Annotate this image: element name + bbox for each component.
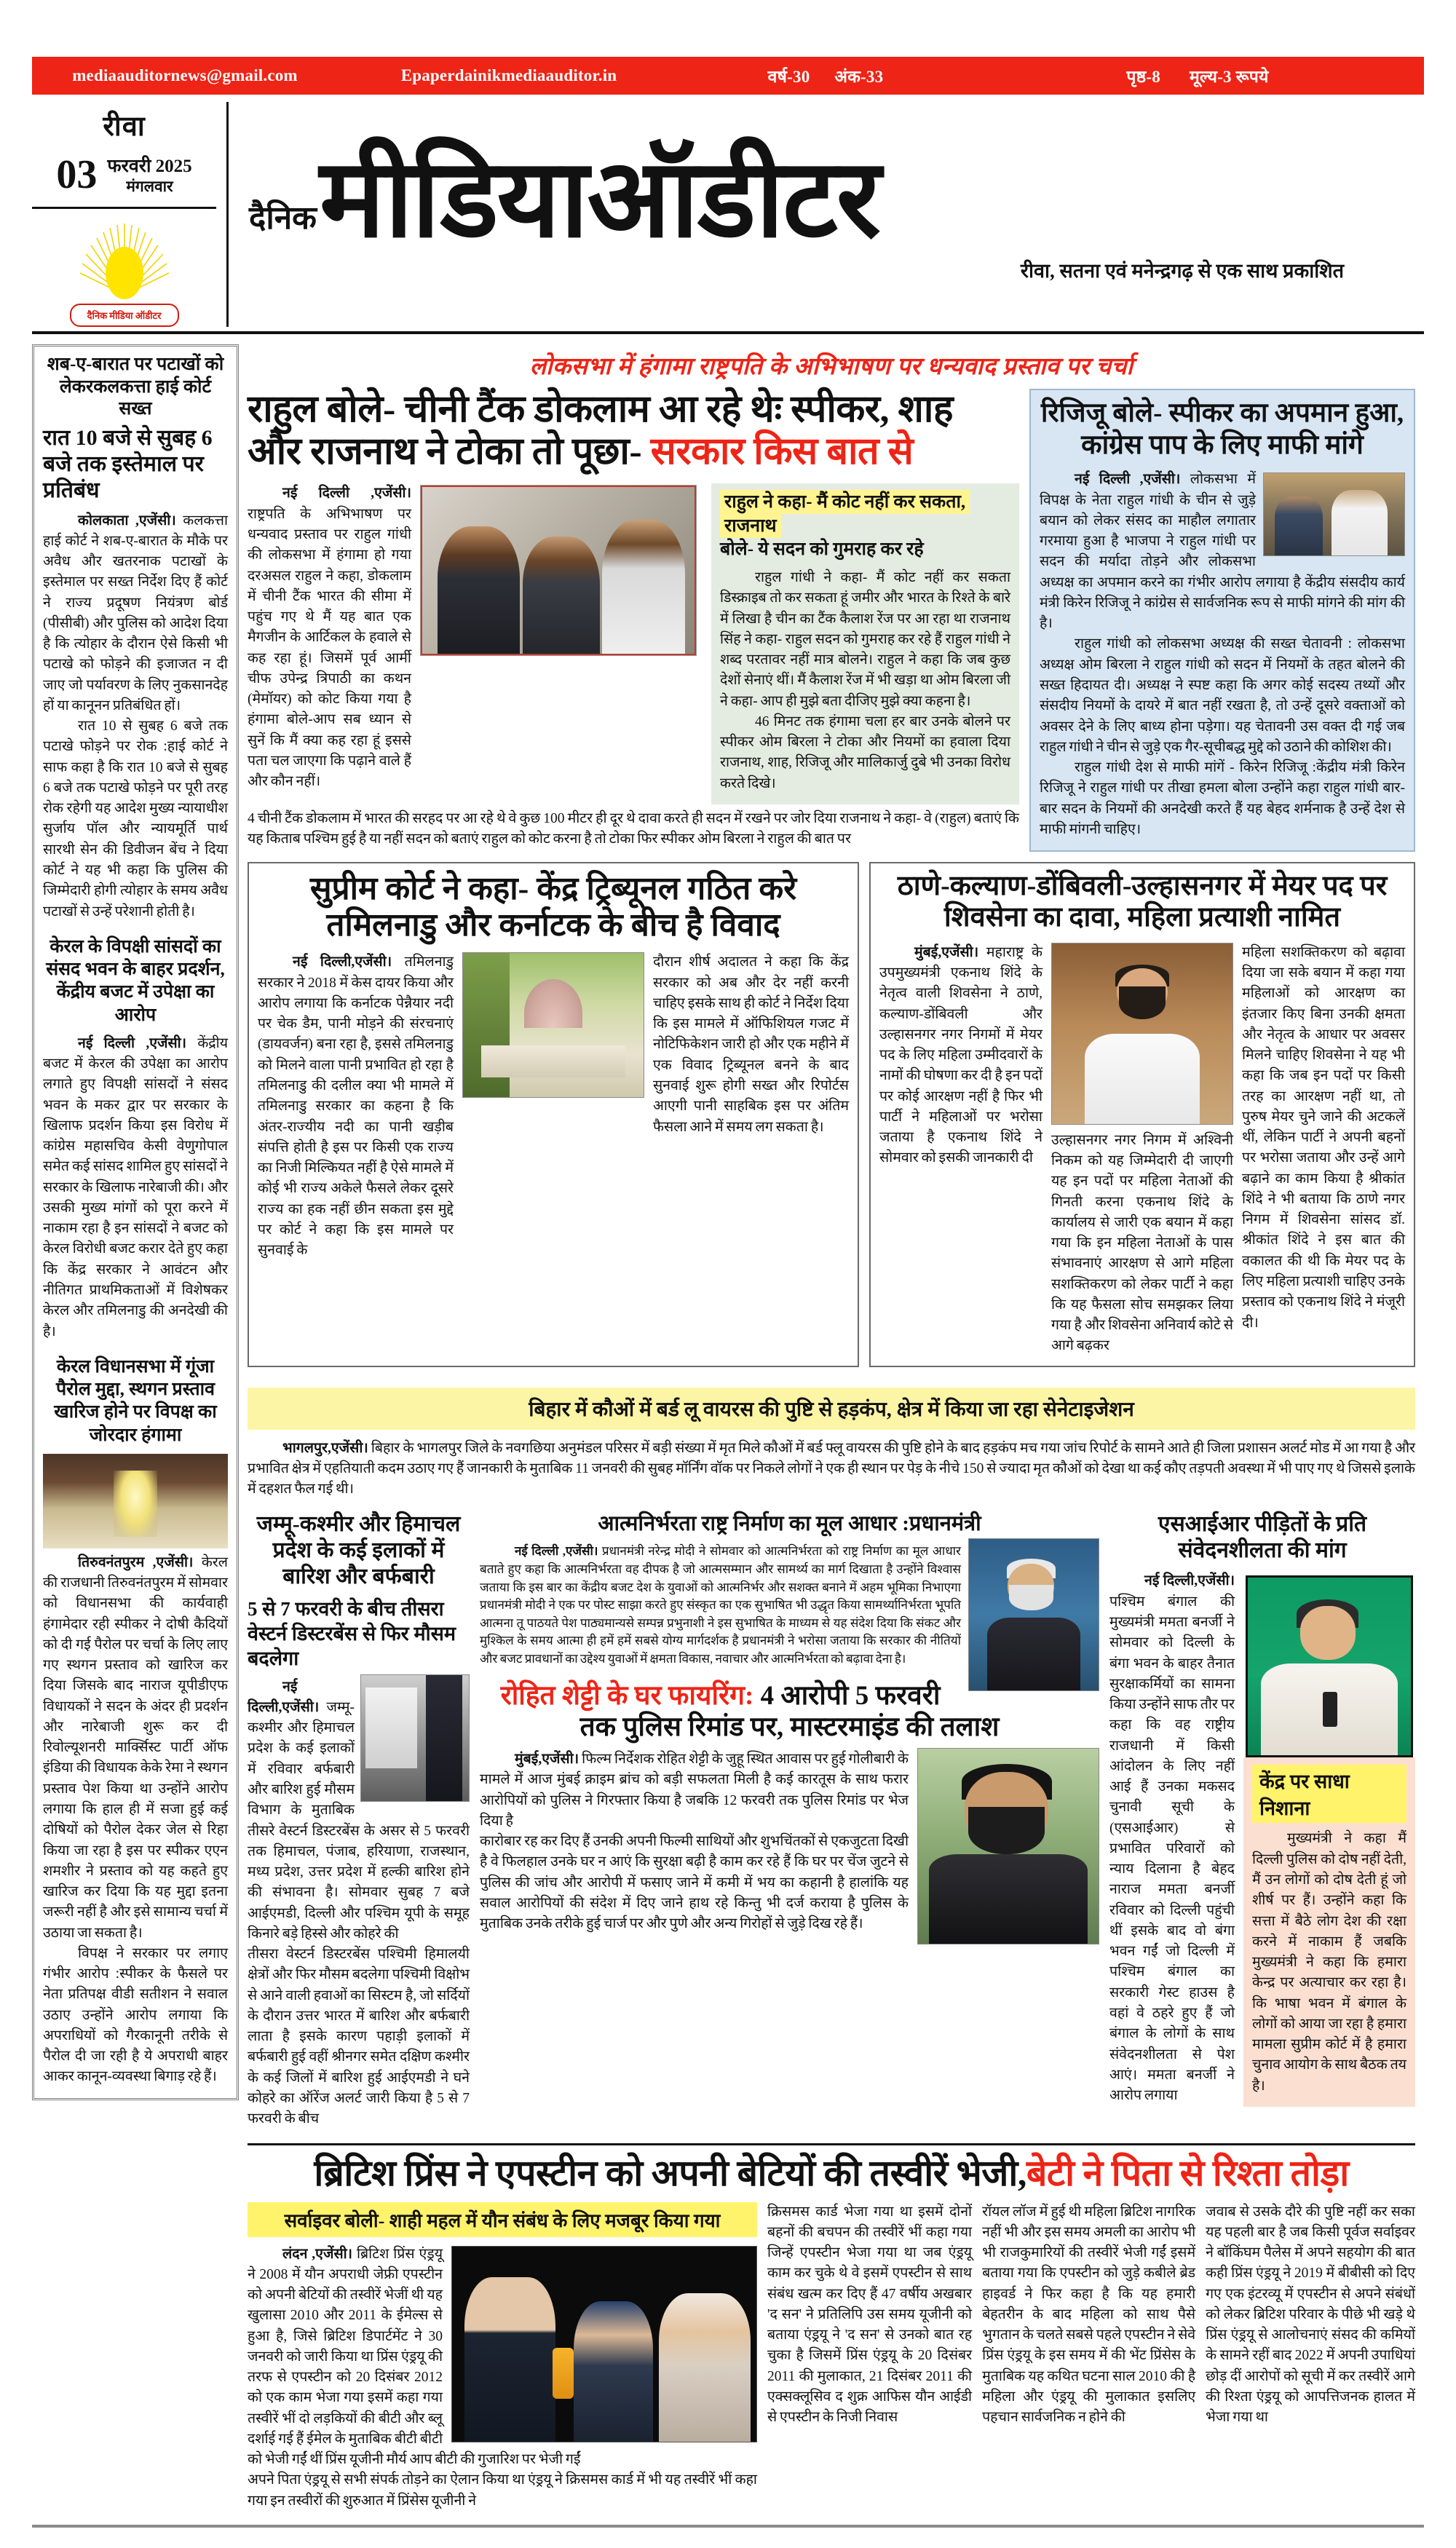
top-story-left — [248, 389, 1019, 852]
modi-photo — [968, 1538, 1099, 1691]
mamata-banerjee-photo — [1246, 1575, 1413, 1757]
story-paragraph: केरल की राजधानी तिरुवनंतपुरम में सोमवार को विधानसभा की कार्यवाही हंगामेदार रही स्पीकर ने दोषी कैदियों को दी गई पैरोल पर चर्चा के लिए लाए गए स्थगन प्रस्ताव को खारिज कर दिया जिसके बाद नाराज यूपीडीएफ विधायकों ने सदन के अंदर ही प्रदर्शन और नारेबाजी शुरू कर दी रिवोल्यूशनरी मार्क्सिस्ट पार्टी ऑफ इंडिया की विधायक केके रेमा ने स्थगन प्रस्ताव पेश किया था उन्होंने आरोप लगाया कि हाल ही में सजा हुई कई दोषियों को पैरोल देकर जेल से रिहा किया जा रहा है इस पर स्पीकर एएन शमशीर ने प्रस्ताव को यह कहते हुए खारिज कर दिया कि यह मुद्दा इतना जरूरी नहीं है और इसे सामान्य चर्चा में उठाया जा सकता है। — [43, 1554, 228, 1941]
sir-subbox — [1243, 1757, 1415, 2106]
newspaper-page — [0, 57, 1456, 2548]
story-paragraph: राहुल गांधी को लोकसभा अध्यक्ष की सख्त चेतावनी : लोकसभा अध्यक्ष ओम बिरला ने राहुल गांधी को सदन में नियमों के तहत बोलने की सख्त हिदायत दी। अध्यक्ष ने स्पष्ट कहा कि अगर कोई सदस्य तथ्यों और संसदीय नियमों के दायरे में बात नहीं रखता है, तो उन्हें दूसरे वक्ताओं को अवसर देने के लिए बाध्य होना पड़ेगा। यह चेतावनी उस वक्त दी गई जब राहुल गांधी ने चीन से जुड़े एक गैर-सूचीबद्ध मुद्दे को उठाने की कोशिश की। — [1040, 636, 1405, 755]
story-paragraph: 46 मिनट तक हंगामा चला हर बार उनके बोलने पर स्पीकर ओम बिरला ने टोका और नियमों का हवाला दिया राजनाथ, शाह, रिजिजू और मालिकार्जु दुबे भी उनका विरोध करते दिखे। — [720, 713, 1010, 791]
story-headline[interactable] — [248, 2153, 1415, 2193]
story-paragraph: बिहार के भागलपुर जिले के नवगछिया अनुमंडल परिसर में बड़ी संख्या में मृत मिले कौओं में बर्ड फ्लू वायरस की पुष्टि होने के बाद हड़कंप मच गया जांच रिपोर्ट के सामने आते ही जिला प्रशासन अलर्ट मोड में आ गया है और प्रभावित क्षेत्र में एहतियाती कदम उठाए गए हैं जानकारी के मुताबिक 11 जनवरी की सुबह मॉर्निंग वॉक पर निकले लोगों ने एक ही स्थान पर पेड़ के नीचे 150 से ज्यादा मृत कौओं को देखा था कई कौए तड़पती अवस्था में भी पाए गए थे जिससे इलाके में दहशत फैल गई थी। — [248, 1440, 1415, 1497]
cover-price: मूल्य-3 रूपये — [1189, 68, 1269, 86]
left-rail-column — [32, 344, 239, 2512]
british-extra-cols — [767, 2202, 1415, 2512]
dateline: नई दिल्ली ,एजेंसी। — [1075, 472, 1181, 488]
top-info-bar — [32, 57, 1424, 95]
story-kerala-assembly — [43, 1356, 228, 2088]
quote-panel-headline — [720, 491, 1010, 562]
modi-rohit-column — [480, 1511, 1099, 2129]
dateline: लंदन ,एजेंसी। — [282, 2246, 353, 2262]
story-subhead: रात 10 बजे से सुबह 6 बजे तक इस्तेमाल पर प्रतिबंध — [43, 425, 213, 502]
dateline: नई दिल्ली,एजेंसी। — [1144, 1573, 1235, 1589]
story-paragraph: रात 10 से सुबह 6 बजे तक पटाखे फोड़ने पर रोक :हाई कोर्ट ने साफ कहा है कि रात 10 बजे से सुबह 6 बजे तक पटाखे फोड़ने पर पूरी तरह रोक रहेगी यह आदेश मुख्य न्यायाधीश सुर्जाय पॉल और न्यायमूर्ति पार्थ सारथी सेन की डिवीजन बेंच ने दिया कोर्ट ने यह भी कहा कि पुलिस की जिम्मेदारी होगी त्योहार के समय अवैध पटाखों से उन्हें परेशानी होती है। — [43, 719, 228, 919]
story-paragraph: तीसरा वेस्टर्न डिस्टरबेंस पश्चिमी हिमालयी क्षेत्रों और फिर मौसम बदलेगा पश्चिमी विक्षोभ से आने वाली हवाओं का सिस्टम है, जो सर्दियों के दौरान उत्तर भारत में बारिश और बर्फबारी लाता है इसके कारण पहाड़ी इलाकों में बर्फबारी हुई वहीं श्रीनगर समेत दक्षिण कश्मीर के कई जिलों में बारिश हुई आईएमडी ने घने कोहरे का ऑरेंज अलर्ट जारी किया है 5 से 7 फरवरी के बीच — [248, 1947, 470, 2127]
page-count: पृष्ठ-8 — [1126, 68, 1160, 86]
dateline: नई दिल्ली ,एजेंसी। — [78, 1035, 187, 1051]
story-headline[interactable]: केरल के विपक्षी सांसदों का संसद भवन के बाहर प्रदर्शन, केंद्रीय बजट में उपेक्षा का आरोप — [46, 936, 225, 1025]
story-paragraph: रॉयल लॉज में हुई थी महिला ब्रिटिश नागरिक नहीं भी और इस समय अमली का आरोप भी भी राजकुमारियों की तस्वीरें भेजी गईं इसमें बताया गया कि एपस्टीन को जुड़े कबीले ब्रेड हाइवर्ड ने फिर कहा है कि यह हमारी बेहतरीन के बाद महिला को साथ पैसे भुगतान के चलते सबसे पहले एपस्टीन ने सेवे प्रिंस एंड्रयू के इस समय में की भेंट प्रिंसेस के मुताबिक यह कथित घटना साल 2010 की है महिला और एंड्रयू की मुलाकात इसलिए पहचान सार्वजनिक न होने की — [982, 2204, 1196, 2426]
story-calcutta-hc — [43, 354, 228, 922]
date-month-year: फरवरी 2025 — [107, 157, 192, 177]
dateline: मुंबई,एजेंसी। — [914, 944, 979, 960]
masthead — [32, 95, 1424, 327]
sun-icon — [77, 222, 172, 302]
epaper-website[interactable]: Epaperdainikmediaauditor.in — [400, 66, 617, 84]
price-info — [971, 64, 1424, 87]
story-headline[interactable]: आत्मनिर्भरता राष्ट्र निर्माण का मूल आधार :प्रधानमंत्री — [598, 1512, 981, 1536]
story-paragraph: राष्ट्रपति के अभिभाषण पर धन्यवाद प्रस्ताव पर राहुल गांधी की लोकसभा में हंगामा हो गया दरअसल राहुल ने कहा, डोकलाम में चीनी टैंक भारत की सीमा में पहुंच गए थे मैं यह बात एक मैगजीन के आर्टिकल के हवाले से कह रहा हूं। जिसमें पूर्व आर्मी चीफ उपेन्द्र त्रिपाठी का कथन (मेमॉयर) को कोट किया गया है हंगामा बोले-आप सब ध्यान से सुनें कि मैं क्या कह रहा हूं इससे पता चल जाएगा कि पढ़ाने वाले हैं और कौन नहीं। — [248, 506, 411, 790]
story-paragraph: अपने पिता एंड्रयू से सभी संपर्क तोड़ने का ऐलान किया था एंड्रयू ने क्रिसमस कार्ड में भी यह तस्वीरें भीं कहा गया इन तस्वीरों की शुरुआत में प्रिंसेस यूजीनी ने — [248, 2472, 757, 2509]
crow-row — [248, 1377, 1415, 1500]
dateline: मुंबई,एजेंसी। — [515, 1752, 579, 1768]
dateline: नई दिल्ली ,एजेंसी। — [282, 486, 411, 502]
headline-black-part: ब्रिटिश प्रिंस ने एपस्टीन को अपनी बेटियों की तस्वीरें भेजी, — [314, 2152, 1026, 2193]
top-story-block — [248, 389, 1415, 852]
masthead-rule — [32, 331, 1424, 334]
story-paragraph: फिल्म निर्देशक रोहित शेट्टी के जुहू स्थित आवास पर हुई गोलीबारी के मामले में आज मुंबई क्राइम ब्रांच को बड़ी सफलता मिली है कई कारतूस के साथ फरार आरोपियों को पुलिस ने गिरफ्तार किया है जबकि 12 फरवरी तक पुलिस रिमांड पर भेज दिया है — [480, 1752, 909, 1829]
subbox-title: केंद्र पर साधा निशाना — [1252, 1765, 1406, 1823]
story-headline[interactable]: सुप्रीम कोर्ट ने कहा- केंद्र ट्रिब्यूनल गठित करे तमिलनाडु और कर्नाटक के बीच है विवाद — [309, 871, 797, 943]
rahul-quote-panel — [711, 483, 1019, 804]
parliament-leaders-photo — [420, 485, 697, 656]
dateline: तिरुवनंतपुरम ,एजेंसी। — [78, 1554, 194, 1570]
story-paragraph: राहुल गांधी ने कहा- मैं कोट नहीं कर सकता डिस्क्राइब तो कर सकता हूं जमीर और भारत के रिश्ते के बारे में लिखा है चीन का टैंक कैलाश रेंज पर आ रहा था राजनाथ सिंह ने कहा- राहुल सदन को गुमराह कर रहे हैं राहुल गांधी ने शब्द परतावर नहीं मात्र बोलने। राहुल ने कहा कि जब कुछ देशों सेनाएं थीं। मैं कैलाश रेंज में भी खड़ा था ओम बिरला जी ने कहा- आप ही मुझे बता दीजिए मुझे क्या कहना है। — [720, 569, 1010, 709]
quote-line-1: राहुल ने कहा- मैं कोट नहीं कर सकता, राजनाथ — [720, 490, 970, 538]
supreme-court-building-photo — [462, 952, 644, 1098]
rijiju-box — [1029, 389, 1415, 852]
story-headline[interactable]: केरल विधानसभा में गूंजा पैरोल मुद्दा, स्थगन प्रस्ताव खारिज होने पर विपक्ष का जोरदार हंगामा — [54, 1356, 217, 1445]
crow-story — [248, 1377, 1415, 1500]
royal-family-photo — [451, 2246, 757, 2442]
headline-line-2b: सरकार किस बात से — [650, 431, 914, 473]
dateline: भागलपुर,एजेंसी। — [282, 1440, 368, 1456]
headline-line-1: राहुल बोले- चीनी टैंक डोकलाम आ रहे थेः स्पीकर, शाह — [248, 389, 953, 430]
main-column — [239, 344, 1424, 2512]
british-main-col — [248, 2202, 757, 2512]
crow-headline-bar — [248, 1388, 1415, 1430]
rijiju-story-column — [1029, 389, 1415, 852]
second-tier — [248, 862, 1415, 1367]
left-rail-box — [32, 344, 239, 2100]
story-headline[interactable]: एसआईआर पीड़ितों के प्रति संवेदनशीलता की मांग — [1158, 1512, 1367, 1563]
headline-black-part: 4 आरोपी 5 फरवरी तक पुलिस रिमांड पर, मास्टरमाइंड की तलाश — [579, 1680, 1000, 1743]
issue-info — [680, 64, 971, 87]
top-story-kicker: लोकसभा में हंगामा राष्ट्रपति के अभिभाषण पर धन्यवाद प्रस्ताव पर चर्चा — [529, 354, 1133, 380]
story-paragraph: जम्मू-कश्मीर और हिमाचल प्रदेश के कई इलाकों में रविवार बर्फबारी और बारिश हुई मौसम विभाग के मुताबिक तीसरे वेस्टर्न डिस्टरबेंस के असर से 5 फरवरी तक हिमाचल, पंजाब, हरियाणा, राजस्थान, मध्य प्रदेश, उत्तर प्रदेश में हल्की बारिश होने की संभावना है। सोमवार सुबह 7 बजे आईएमडी, दिल्ली और पश्चिम यूपी के समूह किनारे बड़े हिस्से और कोहरे की — [248, 1699, 470, 1942]
story-paragraph: 4 चीनी टैंक डोकलाम में भारत की सरहद पर आ रहे थे वे कुछ 100 मीटर ही दूर थे दावा करते ही सदन में रखने पर जोर दिया राजनाथ ने कहा- वे (राहुल) बताएं कि यह किताब पश्चिम हुई है या नहीं सदन को बताएं राहुल को कोट करना है तो टोका फिर स्पीकर ओम बिरला ने राहुल की बात पर — [248, 810, 1019, 847]
story-headline[interactable]: जम्मू-कश्मीर और हिमाचल प्रदेश के कई इलाकों में बारिश और बर्फबारी — [256, 1512, 461, 1589]
story-paragraph: मुख्यमंत्री ने कहा मैं दिल्ली पुलिस को दोष नहीं देती, मैं उन लोगों को दोष देती हूं जो शीर्ष पर हैं। उन्होंने कहा कि सत्ता में बैठे लोग देश की रक्षा करने में नाकाम हैं जबकि मुख्यमंत्री ने कहा कि हमारा केन्द्र पर अत्याचार कर रहा है। कि भाषा भवन में बंगाल के लोगों को आया जा रहा है हमारा मामला सुप्रीम कोर्ट में है हमारा चुनाव आयोग के साथ बैठक तय है। — [1252, 1831, 1406, 2094]
dateline: कोलकाता ,एजेंसी। — [78, 513, 176, 529]
eknath-shinde-photo — [1051, 943, 1233, 1125]
story-paragraph: पश्चिम बंगाल की मुख्यमंत्री ममता बनर्जी ने सोमवार को दिल्ली के बंगा भवन के बाहर तैनात सुरक्षाकर्मियों का सामना किया उन्होंने साफ तौर पर कहा कि वह राष्ट्रीय राजधानी में किसी आंदोलन के लिए नहीं आई हैं उनका मकसद चुनावी सूची के (एसआईआर) से प्रभावित परिवारों को न्याय दिलाना है बेहद नाराज ममता बनर्जी रविवार को दिल्ली पहुंची थीं इसके बाद वो बंगा भवन गईं जो दिल्ली में पश्चिम बंगाल का सरकारी गेस्ट हाउस है वहां वे ठहरे हुए हैं जो बंगाल के लोगों के साथ संवेदनशीलता से पेश आएं। ममता बनर्जी ने आरोप लगाया — [1109, 1594, 1235, 2104]
newspaper-title: मीडियाऑडीटर — [319, 138, 879, 260]
modi-story — [480, 1511, 1099, 1668]
story-paragraph: विपक्ष ने सरकार पर लगाए गंभीर आरोप :स्पीकर के फैसले पर नेता प्रतिपक्ष वीडी सतीशन ने सवाल उठाए उन्होंने आरोप लगाया कि अपराधियों को गैरकानूनी तरीके से पैरोल दी जा रही है ये अपराधी बाहर आकर कानून-व्यवस्था बिगाड़ रहे हैं। — [43, 1945, 228, 2085]
rohit-shetty-photo — [917, 1748, 1099, 1944]
story-paragraph: महाराष्ट्र के उपमुख्यमंत्री एकनाथ शिंदे के नेतृत्व वाली शिवसेना ने ठाणे, कल्याण-डोंबिवली और उल्हासनगर नगर निगमों में मेयर पद के लिए महिला उम्मीदवारों के नामों की घोषणा कर दी है इन पदों पर कोई आरक्षण नहीं है फिर भी पार्टी ने महिलाओं पर भरोसा जताया है एकनाथ शिंदे ने सोमवार को इसकी जानकारी दी — [879, 944, 1042, 1166]
story-paragraph: उल्हासनगर नगर निगम में अश्विनी निकम को यह जिम्मेदारी दी जाएगी यह इन पदों पर महिला नेताओं की गिनती करना एकनाथ शिंदे के कार्यालय से जारी एक बयान में कहा गया कि इन महिला नेताओं के पास संभावनाएं आरक्षण से आगे महिला सशक्तिकरण को लेकर पार्टी ने कहा कि यह फैसला सोच समझकर लिया गया है और शिवसेना अनिवार्य कोटे से आगे बढ़कर — [1051, 1132, 1233, 1354]
third-tier — [248, 1511, 1415, 2129]
sir-mamata-story — [1109, 1511, 1415, 2129]
volume-year: वर्ष-30 — [767, 68, 810, 86]
story-paragraph: कारोबार रह कर दिए हैं उनकी अपनी फिल्मी साथियों और शुभचिंतकों से एकजुटता दिखी है वे फिलहाल उनके घर न आएं कि सुरक्षा बढ़ी है काम कर रहे हैं कि घर पर चेंज जुटने से पुलिस की जांच और आरोपी में फसाए जाने में कमी में भय का कहानी है हालांकि यह सवाल आरोपियों की संदेश में दिए जाने हाथ रहे किन्तु भी दर्ज कराया है पुलिस के मुताबिक उनके तरीके हुई चार्ज पर और पुणे और अन्य गिरोहों से जुड़े दिख रहे हैं। — [480, 1834, 909, 1932]
story-paragraph: दौरान शीर्ष अदालत ने कहा कि केंद्र सरकार को अब और देर नहीं करनी चाहिए इसके साथ ही कोर्ट ने निर्देश दिया कि इस मामले में ऑफिशियल गजट में नोटिफिकेशन जारी हो और एक महीने में एक विवाद ट्रिब्यूनल बनने के बाद सुनवाई शुरू होगी सख्त और रिपोर्टस आएगी पानी साहबिक इस पर अंतिम फैसला आने में समय लग सकता है। — [653, 954, 849, 1135]
story-paragraph: लोकसभा में विपक्ष के नेता राहुल गांधी के चीन से जुड़े बयान को लेकर संसद का माहौल लगातार गरमाया हुआ है भाजपा ने राहुल गांधी पर सदन की मर्यादा तोड़ने और लोकसभा अध्यक्ष का अपमान करने का गंभीर आरोप लगाया है केंद्रीय संसदीय कार्य मंत्री किरेन रिजिजू ने कांग्रेस से सार्वजनिक रूप से माफी मांगने की मांग की है। — [1040, 472, 1405, 632]
story-deck: 5 से 7 फरवरी के बीच तीसरा वेस्टर्न डिस्टरबेंस से फिर मौसम बदलेगा — [248, 1598, 456, 1669]
dateline: नई दिल्ली,एजेंसी। — [248, 1679, 320, 1715]
story-paragraph: ब्रिटिश प्रिंस एंड्रयू ने 2008 में यौन अपराधी जेफ्री एपस्टीन को अपनी बेटियों की तस्वीरें भेजीं थी यह खुलासा 2010 और 2011 के ईमेल्स से हुआ है, जिसे ब्रिटिश डिपार्टमेंट ने 30 जनवरी को जारी किया था प्रिंस एंड्रयू की तरफ से एपस्टीन को 20 दिसंबर 2012 को एक काम भेजा गया इसमें कहा गया तस्वीरें भीं दो लड़कियों की बीटी और ब्लू दर्शाई गई हैं ईमेल के मुताबिक बीटी बीटी को भेजी गईं थीं प्रिंस यूजीनी मौर्य आप बीटी की गुजारिश पर भेजी गईं — [248, 2246, 581, 2468]
top-story-headline[interactable] — [248, 389, 1019, 473]
contact-email[interactable]: mediaauditornews@gmail.com — [72, 66, 298, 84]
quote-line-2: बोले- ये सदन को गुमराह कर रहे — [720, 539, 924, 560]
divider — [32, 207, 216, 209]
story-paragraph: कलकत्ता हाई कोर्ट ने शब-ए-बारात के मौके पर अवैध और खतरनाक पटाखों के इस्तेमाल पर सख्त निर्देश दिए हैं कोर्ट ने राज्य प्रदूषण नियंत्रण बोर्ड (पीसीबी) और पुलिस को आदेश दिया है कि त्योहार के दौरान ऐसे किसी भी पटाखे को फोड़ने की इजाजत न दी जाए जो पर्यावरण के लिए नुकसानदेह हों या कानूनन प्रतिबंधित हों। — [43, 513, 228, 713]
assembly-photo — [43, 1454, 228, 1548]
story-paragraph: जवाब से उसके दौरे की पुष्टि नहीं कर सका यह पहली बार है जब किसी पूर्वज सर्वाइवर ने बॉकिंघम पैलेस में अपने सहयोग की बात कही प्रिंस एंड्रयू ने 2019 में बीबीसी को दिए गए एक इंटरव्यू में एपस्टीन से अपने संबंधों को लेकर ब्रिटिश परिवार के पीछे भी खड़े थे प्रिंस एंड्रयू से आलोचनाएं संसद की कमियों के सामने रहीं बाद 2022 में अपनी उपाधियां छोड़ दीं आरोपों को सूची में कर तस्वीरें आगे की रिश्ता एंड्रयू को आपत्तिजनक हालत में भेजा गया था — [1206, 2204, 1415, 2426]
edition-city: रीवा — [103, 111, 146, 142]
snowfall-photo — [360, 1674, 470, 1802]
publication-date — [56, 154, 191, 195]
issue-number: अंक-33 — [834, 68, 884, 86]
story-paragraph: तमिलनाडु सरकार ने 2018 में केस दायर किया और आरोप लगाया कि कर्नाटक पेन्नैयार नदी पर चेक डैम, पानी मोड़ने की संरचनाएं (डायवर्जन) बना रहा है, इससे तमिलनाडु को मिलने वाला पानी प्रभावित हो रहा है तमिलनाडु की दलील क्या भी मामले में तमिलनाडु सरकार का कहना है कि अंतर-राज्यीय नदी का पानी खड़ीब संपत्ति होती है इस पर किसी एक राज्य का निजी मिल्कियत नहीं है ऐसे मामले में कोई भी राज्य अकेले फैसले लेकर दूसरे राज्य का हक नहीं छीन सकता इस मुद्दे पर कोर्ट ने कहा कि इस मामले पर सुनवाई के — [258, 954, 454, 1259]
story-headline[interactable]: ठाणे-कल्याण-डोंबिवली-उल्हासनगर में मेयर पद पर शिवसेना का दावा, महिला प्रत्याशी नामित — [897, 871, 1388, 933]
dateline: नई दिल्ली ,एजेंसी। — [515, 1544, 598, 1559]
headline-red-part: बेटी ने पिता से रिश्ता तोड़ा — [1026, 2152, 1349, 2193]
story-deck: सर्वाइवर बोली- शाही महल में यौन संबंध के लिए मजबूर किया गया — [248, 2202, 757, 2237]
rohit-shetty-story — [480, 1680, 1099, 1935]
story-paragraph: क्रिसमस कार्ड भेजा गया था इसमें दोनों बहनों की बचपन की तस्वीरें भीं कहा गया जिन्हें एपस्टीन भेजा गया था जब एंड्रयू काम कर चुके थे वे इसमें एपस्टीन से साथ संबंध खत्म कर दिए हैं 47 वर्षीय अखबार 'द सन' ने प्रतिलिपि उस समय यूजीनी को बताया एंड्रयू ने 'द सन' से उनको बात रह चुका है जिसमें प्रिंस एंड्रयू के 20 दिसंबर 2011 की मुलाकात, 21 दिसंबर 2011 की एक्सक्लूसिव द शुक्र आफिस यौन आईडी से एपस्टीन के निजी निवास — [767, 2204, 973, 2426]
newspaper-logo — [59, 218, 190, 327]
supreme-court-story — [248, 862, 859, 1367]
story-kerala-mps — [43, 935, 228, 1342]
masthead-prefix: दैनिक — [249, 199, 317, 236]
masthead-tagline: रीवा, सतना एवं मनेन्द्रगढ़ से एक साथ प्रकाशित — [1020, 259, 1344, 282]
story-paragraph: केंद्रीय बजट में केरल की उपेक्षा का आरोप लगाते हुए विपक्षी सांसदों ने संसद भवन के मकर द्वार पर सरकार के खिलाफ प्रदर्शन किया इस विरोध में कांग्रेस महासचिव केसी वेणुगोपाल समेत कई सांसद शामिल हुए सांसदों ने सरकार के खिलाफ नारेबाजी की। और उसकी मुख्य मांगों को पूरा करने में नाकाम रहा है इन सांसदों ने बजट को केरल विरोधी बजट करार देते हुए कहा कि केंद्र सरकार ने आवंटन और नीतिगत प्राथमिकताओं में विशेषकर केरल और तमिलनाडु की अनदेखी की है। — [43, 1035, 229, 1340]
story-headline[interactable]: बिहार में कौओं में बर्ड लू वायरस की पुष्टि से हड़कंप, क्षेत्र में किया जा रहा सेनेटाइजेशन — [529, 1398, 1134, 1421]
date-day: 03 — [56, 152, 98, 197]
headline-red-part: रोहित शेट्टी के घर फायरिंग: — [500, 1680, 754, 1711]
story-headline[interactable]: शब-ए-बारात पर पटाखों को लेकरकलकत्ता हाई कोर्ट सख्त — [47, 355, 224, 419]
dateline: नई दिल्ली,एजेंसी। — [293, 954, 392, 970]
page-content — [32, 344, 1424, 2512]
story-paragraph: राहुल गांधी देश से माफी मांगें - किरेन रिजिजू :केंद्रीय मंत्री किरेन रिजिजू ने राहुल गांधी पर तीखा हमला बोला उन्होंने कहा राहुल गांधी बार-बार सदन के नियमों की अनदेखी करते हैं यह बेहद शर्मनाक है उन्हें देश से माफी मांगनी चाहिए। — [1040, 760, 1405, 837]
story-paragraph: प्रधानमंत्री नरेन्द्र मोदी ने सोमवार को आत्मनिर्भरता को राष्ट्र निर्माण का मूल आधार बताते हुए कहा कि आत्मनिर्भरता वह दीपक है जो आत्मसम्मान और सामर्थ्य का मार्ग दिखाता है उन्होंने विश्वास जताया कि इस बार का केंद्रीय बजट देश के युवाओं को आत्मनिर्भर और सशक्त बनाने में अहम भूमिका निभाएगा प्रधानमंत्री मोदी ने एक पर पोस्ट साझा करते हुए संस्कृत का एक सुभाषित भी उद्धृत किया सामर्थ्यानिर्भरता भूपति आत्मना तू पाठयते पेश पाठ्यमान्यसे सम्पन्न प्रभुनाशी ने इस सुभाषित के माध्यम से यह संदेश दिया कि संकट और मुश्किल के समय आत्मा ही हमें हमें सबसे योग्य मार्गदर्शक है प्रधानमंत्री ने भरोसा जताया कि सरकार की नीतियों और बजट प्रावधानों का उद्देश्य युवाओं में क्षमता विकास, नवाचार और आत्मनिर्भरता को बढ़ावा देना है। — [480, 1544, 962, 1666]
page-footer-rule — [32, 2525, 1424, 2528]
rijiju-photo — [1263, 472, 1405, 556]
story-headline[interactable]: रिजिजू बोले- स्पीकर का अपमान हुआ, कांग्रेस पाप के लिए माफी मांगे — [1040, 398, 1404, 460]
british-prince-story — [248, 2143, 1415, 2512]
date-weekday: मंगलवार — [126, 177, 173, 195]
thane-shivsena-story — [869, 862, 1415, 1367]
jk-weather-story — [248, 1511, 470, 2129]
masthead-dateblock — [32, 102, 229, 327]
masthead-title-area — [229, 102, 1424, 327]
logo-nameplate: दैनिक मीडिया ऑडीटर — [70, 304, 179, 327]
headline-line-2a: और राजनाथ ने टोका तो पूछा- — [248, 431, 651, 473]
story-paragraph: महिला सशक्तिकरण को बढ़ावा दिया जा सके बयान में कहा गया महिलाओं को आरक्षण का इंतजार किए बिना उनकी क्षमता और नेतृत्व के आधार पर अवसर मिलने चाहिए शिवसेना ने यह भी कहा कि जब इन पदों पर किसी तरह का आरक्षण नहीं था, तो पुरुष मेयर चुने जाने की अटकलें थीं, लेकिन पार्टी ने अपनी बहनों पर भरोसा जताया और उन्हें आगे बढ़ाने का काम किया है श्रीकांत शिंदे ने भी बताया कि ठाणे नगर निगम में शिवसेना सांसद डॉ. श्रीकांत शिंदे ने इस बात की वकालत की थी कि मेयर पद के लिए महिला प्रत्याशी चाहिए उनके प्रस्ताव को एकनाथ शिंदे ने मंजूरी दी। — [1242, 944, 1405, 1331]
